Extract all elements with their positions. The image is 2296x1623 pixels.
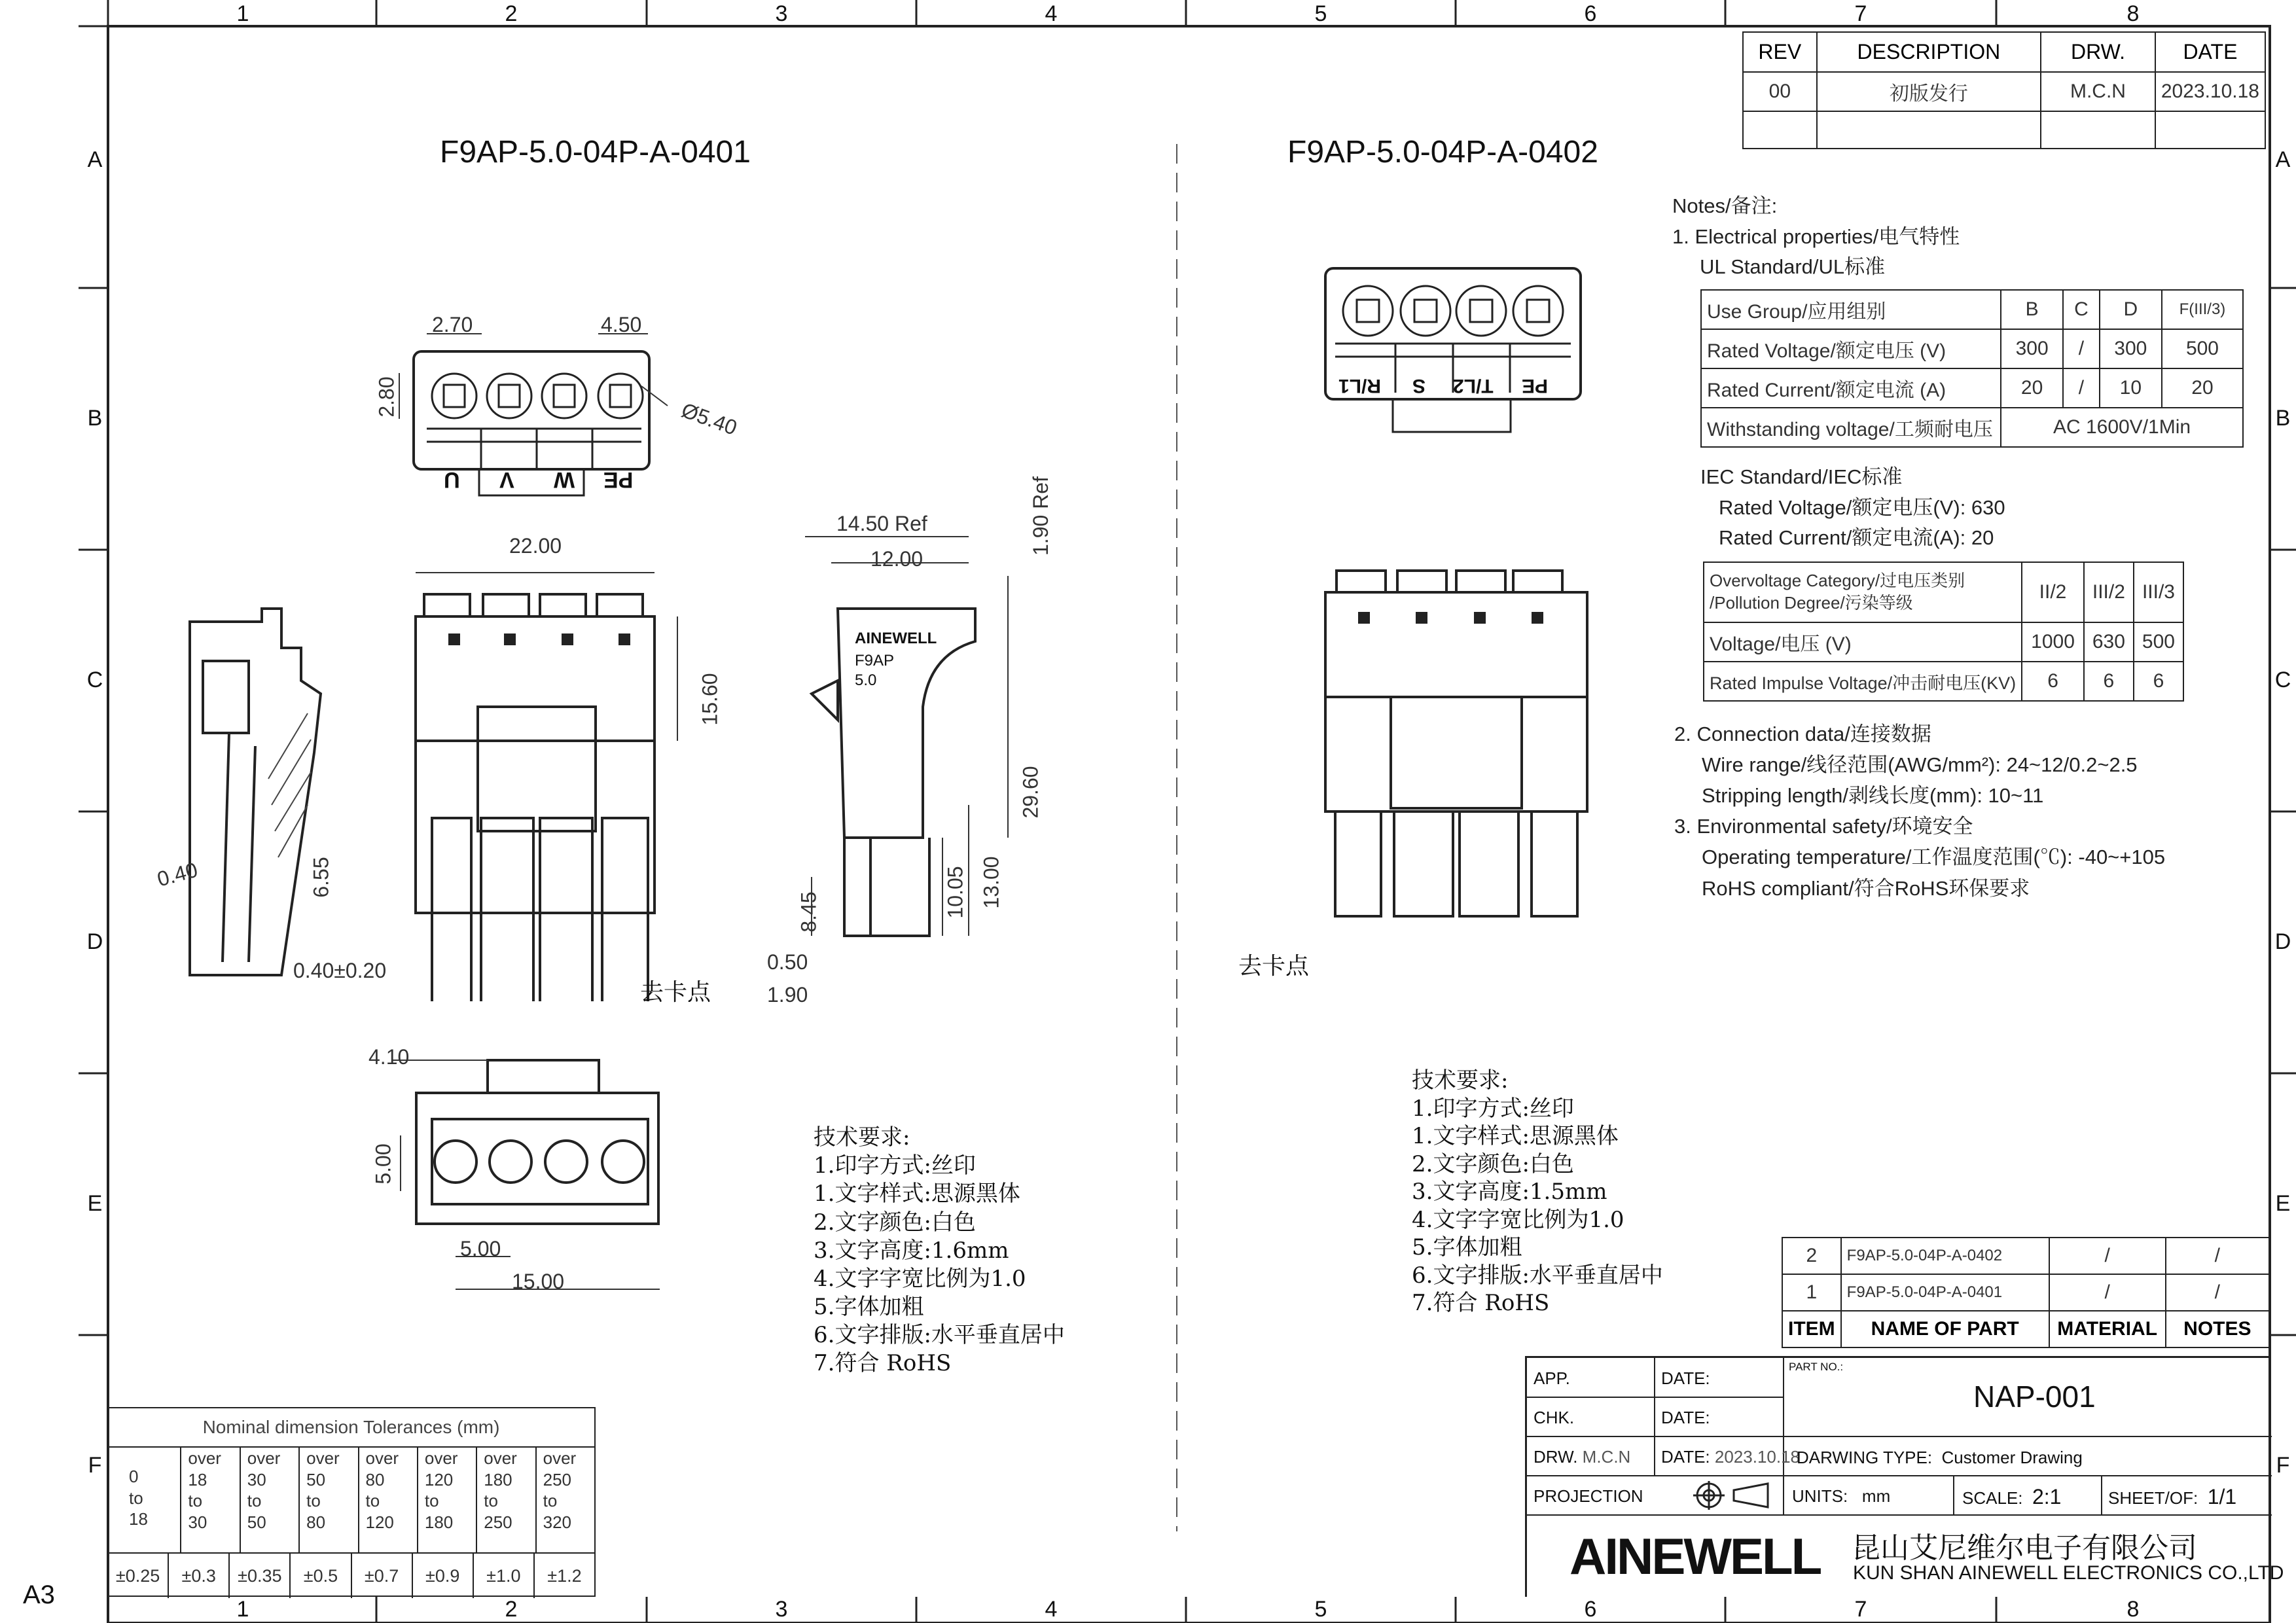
tb-chk-label: CHK.	[1534, 1408, 1575, 1427]
zone-col-4-bottom: 4	[1045, 1597, 1058, 1622]
tb-scale-label: SCALE:	[1962, 1488, 2023, 1508]
ul-current-d: 10	[2100, 368, 2162, 408]
zone-col-2-bottom: 2	[505, 1597, 518, 1622]
req-right-7: 6.文字排版:水平垂直居中	[1412, 1262, 1663, 1289]
ul-group-b: B	[2001, 290, 2063, 329]
zone-col-3-bottom: 3	[775, 1597, 788, 1622]
bom-material-2: /	[2049, 1238, 2166, 1274]
zone-col-2: 2	[505, 1, 518, 26]
note-stripping-length: Stripping length/剥线长度(mm): 10~11	[1702, 784, 2044, 808]
zone-row-d-right: D	[2274, 929, 2291, 954]
tb-drw-date	[1661, 1447, 1800, 1467]
tol-value-5: ±0.7	[352, 1554, 413, 1598]
marking-pitch: 5.0	[855, 671, 877, 689]
bom-name-1: F9AP-5.0-04P-A-0401	[1841, 1274, 2049, 1311]
marking-series: F9AP	[855, 652, 895, 669]
dim-0-50: 0.50	[767, 950, 808, 974]
tol-range-1: 0 to 18	[108, 1448, 181, 1552]
ul-group-f: F(III/3)	[2162, 290, 2243, 329]
dim-22-00: 22.00	[509, 534, 562, 558]
drw-header: DRW.	[2041, 32, 2155, 72]
tol-range-7: over 180 to 250	[477, 1448, 536, 1552]
tb-projection-label: PROJECTION	[1534, 1486, 1643, 1506]
tb-drawing-type-value: Customer Drawing	[1941, 1448, 2083, 1467]
iec-rated-voltage: Rated Voltage/额定电压(V): 630	[1719, 495, 2005, 519]
zone-col-5-bottom: 5	[1314, 1597, 1327, 1622]
ul-voltage-f: 500	[2162, 329, 2243, 368]
ul-current-b: 20	[2001, 368, 2063, 408]
tb-units-label: UNITS:	[1792, 1486, 1848, 1506]
zone-row-d: D	[86, 929, 103, 954]
description-value: 初版发行	[1817, 72, 2041, 112]
bom-name-2: F9AP-5.0-04P-A-0402	[1841, 1238, 2049, 1274]
tolerance-title: Nominal dimension Tolerances (mm)	[108, 1408, 594, 1448]
zone-row-a: A	[87, 147, 103, 172]
notes-title: Notes/备注:	[1672, 194, 1778, 217]
company-logo: AINEWELL	[1570, 1527, 1821, 1585]
left-view-title: F9AP-5.0-04P-A-0401	[440, 135, 751, 169]
dim-13-00: 13.00	[979, 856, 1003, 909]
right-view-title: F9AP-5.0-04P-A-0402	[1287, 135, 1598, 169]
ul-group-d: D	[2100, 290, 2162, 329]
req-right-6: 5.字体加粗	[1412, 1234, 1522, 1260]
bom-header-material: MATERIAL	[2049, 1311, 2166, 1347]
tb-sheet-label: SHEET/OF:	[2108, 1488, 2198, 1508]
zone-col-8: 8	[2126, 1, 2140, 26]
revision-table	[1742, 31, 2266, 149]
description-header: DESCRIPTION	[1817, 32, 2041, 72]
tb-chk-date-label: DATE:	[1661, 1408, 1710, 1427]
bom-item-2: 2	[1782, 1238, 1841, 1274]
notes-electrical: 1. Electrical properties/电气特性	[1672, 224, 1960, 248]
dim-2-70: 2.70	[432, 313, 473, 336]
company-name-cn: 昆山艾尼维尔电子有限公司	[1852, 1531, 2197, 1565]
req-right-2: 1.文字样式:思源黑体	[1412, 1123, 1619, 1149]
tol-value-3: ±0.35	[230, 1554, 291, 1598]
dim-2-80: 2.80	[374, 376, 399, 418]
iec-voltage-2: 630	[2084, 622, 2134, 662]
tb-app-date-label: DATE:	[1661, 1368, 1710, 1388]
tb-drw-date-value: 2023.10.18	[1714, 1447, 1801, 1467]
bom-header-name: NAME OF PART	[1841, 1311, 2049, 1347]
tb-drw-text: DRW.	[1534, 1447, 1578, 1467]
rev-value: 00	[1743, 72, 1817, 112]
iec-table	[1703, 562, 2184, 702]
bom-material-1: /	[2049, 1274, 2166, 1311]
tol-value-2: ±0.3	[169, 1554, 230, 1598]
note-connection-data: 2. Connection data/连接数据	[1674, 722, 1931, 745]
tb-app-label: APP.	[1534, 1368, 1570, 1388]
req-left-7: 6.文字排版:水平垂直居中	[814, 1322, 1065, 1349]
req-right-4: 3.文字高度:1.5mm	[1412, 1179, 1607, 1205]
notes-ul-standard: UL Standard/UL标准	[1700, 255, 1886, 278]
zone-row-e-right: E	[2275, 1191, 2291, 1216]
tb-units	[1792, 1486, 1890, 1507]
pin-label-pe: PE	[603, 467, 634, 492]
note-wire-range: Wire range/线径范围(AWG/mm²): 24~12/0.2~2.5	[1702, 753, 2138, 777]
req-left-5: 4.文字字宽比例为1.0	[814, 1265, 1026, 1292]
zone-row-a-right: A	[2275, 147, 2291, 172]
tol-range-8: over 250 to 320	[543, 1448, 577, 1532]
pin-label-v: V	[499, 467, 514, 492]
zone-col-7: 7	[1854, 1, 1867, 26]
callout-left: 去卡点	[640, 979, 711, 1006]
dim-15-60: 15.60	[698, 673, 722, 726]
zone-col-5: 5	[1314, 1, 1327, 26]
req-right-8: 7.符合 RoHS	[1412, 1290, 1550, 1316]
dim-15-00: 15.00	[512, 1270, 565, 1293]
zone-row-c-right: C	[2274, 668, 2291, 692]
zone-row-e: E	[87, 1191, 103, 1216]
pin-label-u: U	[444, 467, 460, 492]
dim-0-40-tol: 0.40±0.20	[293, 959, 387, 982]
title-block	[1525, 1356, 2284, 1597]
dim-1-90-ref: 1.90 Ref	[1028, 476, 1052, 556]
note-rohs: RoHS compliant/符合RoHS环保要求	[1702, 876, 2030, 900]
ul-voltage-b: 300	[2001, 329, 2063, 368]
bom-header-item: ITEM	[1782, 1311, 1841, 1347]
marking-brand: AINEWELL	[855, 630, 937, 647]
ul-withstand-label: Withstanding voltage/工频耐电压	[1701, 408, 2001, 447]
tolerance-table	[108, 1407, 596, 1597]
ul-voltage-c: /	[2063, 329, 2100, 368]
tb-drw-name: M.C.N	[1582, 1447, 1631, 1467]
zone-col-1: 1	[236, 1, 249, 26]
pin-label-pe-right: PE	[1522, 375, 1549, 397]
tb-part-no-label: PART NO.:	[1789, 1361, 1844, 1373]
ul-withstand-value: AC 1600V/1Min	[2001, 408, 2243, 447]
tol-value-7: ±1.0	[474, 1554, 535, 1598]
req-left-title: 技术要求:	[814, 1124, 910, 1150]
req-left-3: 2.文字颜色:白色	[814, 1209, 976, 1236]
zone-col-6-bottom: 6	[1584, 1597, 1597, 1622]
ul-table	[1700, 289, 2244, 448]
iec-category-iii2: III/2	[2084, 562, 2134, 622]
iec-category-label	[1704, 562, 2022, 622]
iec-impulse-label: Rated Impulse Voltage/冲击耐电压(KV)	[1704, 662, 2022, 701]
zone-row-b-right: B	[2275, 406, 2291, 431]
ul-current-c: /	[2063, 368, 2100, 408]
date-header: DATE	[2155, 32, 2265, 72]
iec-rated-current: Rated Current/额定电流(A): 20	[1719, 526, 1994, 549]
bom-header-notes: NOTES	[2166, 1311, 2269, 1347]
dim-6-55: 6.55	[309, 857, 333, 898]
pin-label-t-l2: T/L2	[1453, 375, 1494, 397]
tol-value-4: ±0.5	[291, 1554, 351, 1598]
zone-row-b: B	[87, 406, 103, 431]
connection-notes	[1674, 719, 2165, 904]
dim-5-00-horizontal: 5.00	[460, 1237, 501, 1260]
pin-label-s: S	[1412, 375, 1426, 397]
sheet-size: A3	[23, 1580, 55, 1609]
ul-voltage-d: 300	[2100, 329, 2162, 368]
iec-impulse-3: 6	[2134, 662, 2183, 701]
ul-group-c: C	[2063, 290, 2100, 329]
zone-row-f: F	[88, 1453, 102, 1478]
tol-range-6: over 120 to 180	[418, 1448, 477, 1552]
pin-label-r-l1: R/L1	[1338, 375, 1382, 397]
req-right-title: 技术要求:	[1412, 1067, 1509, 1094]
tol-value-6: ±0.9	[413, 1554, 474, 1598]
pin-label-w: W	[554, 467, 575, 492]
zone-row-c: C	[86, 668, 103, 692]
iec-lines	[1700, 462, 2005, 554]
note-operating-temp: Operating temperature/工作温度范围(℃): -40~+105	[1702, 846, 2166, 869]
dim-8-45: 8.45	[797, 891, 821, 933]
tb-units-value: mm	[1861, 1486, 1891, 1506]
tol-range-2: over 18 to 30	[181, 1448, 240, 1552]
ul-current-label: Rated Current/额定电流 (A)	[1701, 368, 2001, 408]
dim-12-00: 12.00	[870, 547, 924, 571]
tb-drawing-type-label: DARWING TYPE:	[1797, 1448, 1933, 1467]
dim-0-40: 0.40	[154, 857, 200, 891]
tol-value-1: ±0.25	[108, 1554, 169, 1598]
dim-5-00-vertical: 5.00	[371, 1143, 395, 1185]
tech-requirements-left	[814, 1124, 1065, 1378]
zone-col-6: 6	[1584, 1, 1597, 26]
iec-voltage-3: 500	[2134, 622, 2183, 662]
iec-impulse-2: 6	[2084, 662, 2134, 701]
bom-notes-2: /	[2166, 1238, 2269, 1274]
zone-col-7-bottom: 7	[1854, 1597, 1867, 1622]
req-left-1: 1.印字方式:丝印	[814, 1152, 976, 1179]
zone-col-4: 4	[1045, 1, 1058, 26]
tol-range-5: over 80 to 120	[359, 1448, 418, 1552]
third-angle-projection-icon	[1691, 1480, 1776, 1511]
zone-row-f-right: F	[2276, 1453, 2290, 1478]
req-left-2: 1.文字样式:思源黑体	[814, 1181, 1020, 1207]
tol-range-4: over 50 to 80	[300, 1448, 359, 1552]
dim-4-50: 4.50	[601, 313, 642, 336]
ul-voltage-label: Rated Voltage/额定电压 (V)	[1701, 329, 2001, 368]
bom-item-1: 1	[1782, 1274, 1841, 1311]
iec-voltage-label: Voltage/电压 (V)	[1704, 622, 2022, 662]
company-name-en: KUN SHAN AINEWELL ELECTRONICS CO.,LTD	[1853, 1562, 2284, 1584]
tb-part-no: NAP-001	[1973, 1380, 2096, 1414]
iec-category-ii2: II/2	[2022, 562, 2084, 622]
tech-requirements-right	[1412, 1067, 1663, 1317]
req-left-6: 5.字体加粗	[814, 1294, 924, 1321]
tb-drw-date-label: DATE:	[1661, 1447, 1710, 1467]
dim-14-50-ref: 14.50 Ref	[836, 512, 927, 535]
rev-header: REV	[1743, 32, 1817, 72]
tb-sheet	[2108, 1485, 2236, 1509]
tb-scale	[1962, 1485, 2061, 1509]
ul-group-label: Use Group/应用组别	[1701, 290, 2001, 329]
top-view-0402	[1316, 262, 1590, 445]
req-left-4: 3.文字高度:1.6mm	[814, 1237, 1009, 1264]
zone-col-1-bottom: 1	[236, 1597, 249, 1622]
iec-category-iii3: III/3	[2134, 562, 2183, 622]
req-right-3: 2.文字颜色:白色	[1412, 1150, 1574, 1177]
bottom-view-0401	[393, 1047, 707, 1296]
notes-header	[1672, 191, 1960, 283]
front-view-0401	[412, 556, 740, 1001]
drw-value: M.C.N	[2041, 72, 2155, 112]
zone-col-8-bottom: 8	[2126, 1597, 2140, 1622]
iec-standard: IEC Standard/IEC标准	[1700, 465, 1903, 488]
req-right-1: 1.印字方式:丝印	[1412, 1095, 1574, 1122]
iec-category-line2: /Pollution Degree/污染等级	[1710, 593, 1913, 613]
tb-scale-value: 2:1	[2032, 1485, 2062, 1508]
dim-1-90: 1.90	[767, 983, 808, 1007]
dim-29-60: 29.60	[1018, 766, 1043, 819]
front-view-0402	[1322, 563, 1597, 929]
zone-col-3: 3	[775, 1, 788, 26]
req-right-5: 4.文字字宽比例为1.0	[1412, 1206, 1624, 1233]
iec-voltage-1: 1000	[2022, 622, 2084, 662]
tb-sheet-value: 1/1	[2207, 1485, 2237, 1508]
dim-phi-5-40: Ø5.40	[678, 398, 740, 440]
tol-range-3: over 30 to 50	[241, 1448, 300, 1552]
ul-current-f: 20	[2162, 368, 2243, 408]
iec-impulse-1: 6	[2022, 662, 2084, 701]
section-view-0401	[151, 582, 347, 995]
req-left-8: 7.符合 RoHS	[814, 1350, 952, 1377]
tol-value-8: ±1.2	[547, 1566, 582, 1586]
bom-table	[1782, 1237, 2270, 1348]
tb-drw-label	[1534, 1447, 1630, 1467]
tb-drawing-type	[1797, 1448, 2083, 1468]
bom-notes-1: /	[2166, 1274, 2269, 1311]
dim-10-05: 10.05	[943, 866, 967, 919]
dim-4-10: 4.10	[368, 1045, 410, 1069]
callout-right: 去卡点	[1238, 953, 1310, 980]
note-environmental: 3. Environmental safety/环境安全	[1674, 815, 1973, 838]
iec-category-line1: Overvoltage Category/过电压类别	[1710, 571, 1965, 591]
date-value: 2023.10.18	[2155, 72, 2265, 112]
